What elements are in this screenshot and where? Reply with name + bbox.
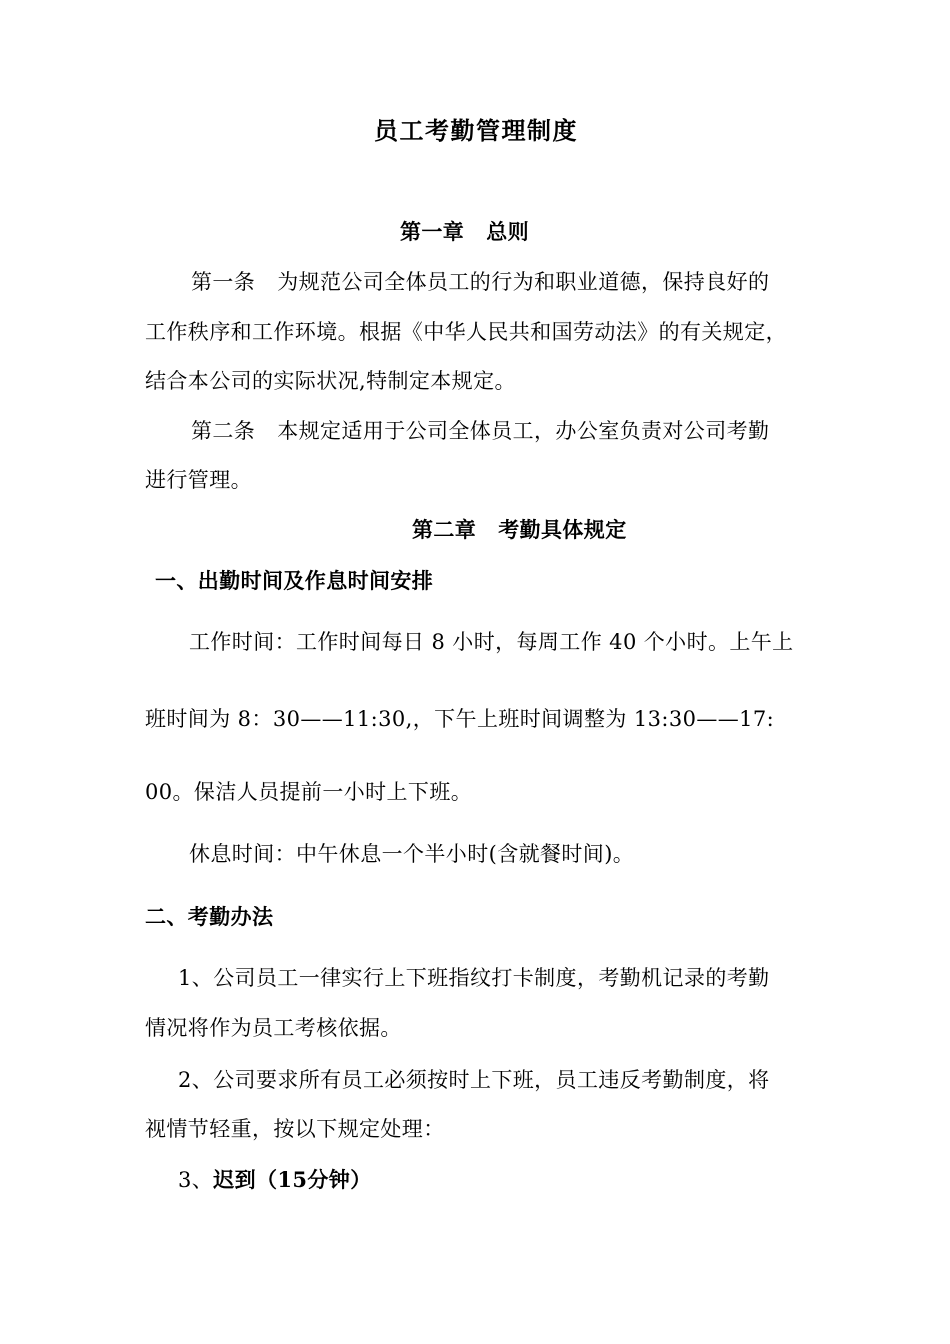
document-title: 员工考勤管理制度: [374, 116, 578, 145]
article1-text-1: 为规范公司全体员工的行为和职业道德，保持良好的: [277, 270, 770, 294]
article1-line2: 工作秩序和工作环境。根据《中华人民共和国劳动法》的有关规定，: [145, 320, 787, 344]
item3-number: 3、: [178, 1168, 214, 1192]
chapter2-heading: [412, 516, 627, 544]
item3-line: [178, 1166, 372, 1194]
work-time-line1: 工作时间：工作时间每日 8 小时，每周工作 40 个小时。上午上: [189, 630, 794, 654]
article2-line2: 进行管理。: [145, 468, 252, 492]
item2-line2: 视情节轻重，按以下规定处理：: [145, 1117, 445, 1141]
section2-heading: 二、考勤办法: [145, 904, 274, 929]
item1-line1: 1、公司员工一律实行上下班指纹打卡制度，考勤机记录的考勤: [178, 966, 770, 990]
rest-time-line: 休息时间：中午休息一个半小时(含就餐时间)。: [189, 842, 635, 866]
section1-heading: 一、出勤时间及作息时间安排: [155, 568, 434, 593]
article1-line1: [191, 268, 769, 296]
article1-line3: 结合本公司的实际状况,特制定本规定。: [145, 369, 516, 393]
work-time-line3: 00。保洁人员提前一小时上下班。: [145, 780, 473, 804]
item2-line1: 2、公司要求所有员工必须按时上下班，员工违反考勤制度，将: [178, 1068, 770, 1092]
article2-line1: [191, 417, 769, 445]
chapter1-heading: [400, 218, 529, 246]
chapter2-heading-number: 第二章: [412, 517, 477, 542]
article2-label: 第二条: [191, 419, 256, 443]
article1-label: 第一条: [191, 270, 256, 294]
item3-text: 迟到（15分钟）: [213, 1167, 372, 1192]
chapter1-heading-text: 总则: [486, 219, 530, 244]
item1-line2: 情况将作为员工考核依据。: [145, 1016, 402, 1040]
chapter2-heading-text: 考勤具体规定: [498, 517, 627, 542]
work-time-line2: 班时间为 8：30——11:30,，下午上班时间调整为 13:30——17:: [145, 707, 775, 731]
article2-text-1: 本规定适用于公司全体员工，办公室负责对公司考勤: [277, 419, 770, 443]
chapter1-heading-number: 第一章: [400, 219, 465, 244]
